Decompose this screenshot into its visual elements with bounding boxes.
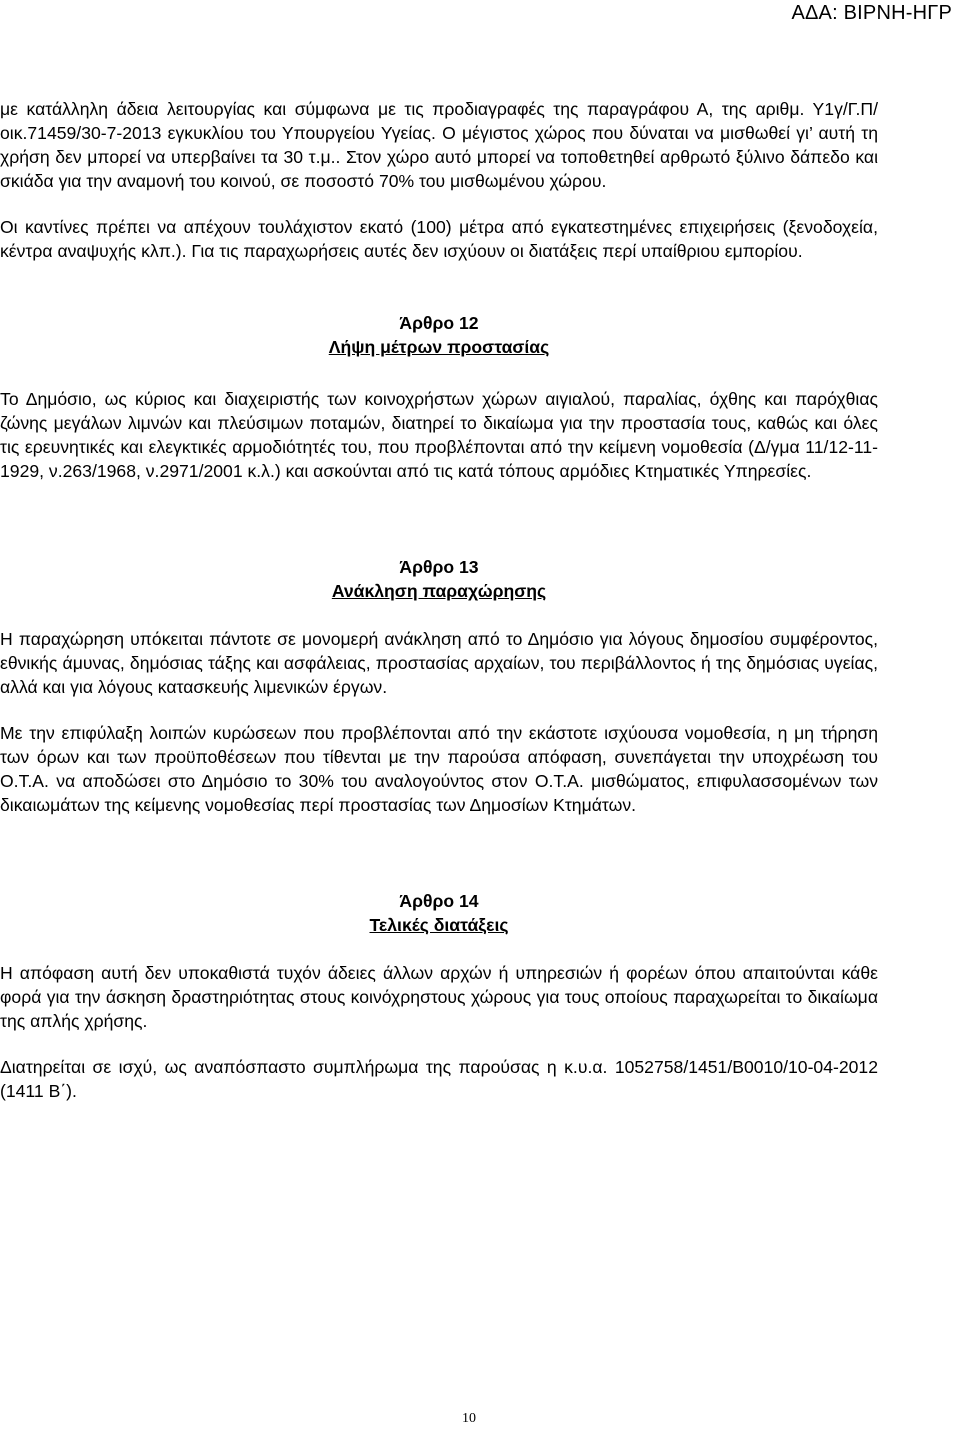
paragraph: Η παραχώρηση υπόκειται πάντοτε σε μονομερή ανάκληση από το Δημόσιο για λόγους δημοσίου συμφέροντος, εθνικής άμυνας, δημόσιας τάξης και ασφάλειας, προστασίας αρχαίων, του περιβάλλοντος ή της δημόσιας υγείας, αλλά και για λόγους κατασκευής λιμενικών έργων. xyxy=(0,629,878,697)
ada-code: ΑΔΑ: ΒΙΡΝΗ-ΗΓΡ xyxy=(791,2,952,24)
page-number: 10 xyxy=(462,1411,476,1426)
article-number: Άρθρο 14 xyxy=(399,891,479,911)
paragraph: Οι καντίνες πρέπει να απέχουν τουλάχιστον εκατό (100) μέτρα από εγκατεστημένες επιχειρήσεις (ξενοδοχεία, κέντρα αναψυχής κλπ.). Για τις παραχωρήσεις αυτές δεν ισχύουν οι διατάξεις περί υπαίθριου εμπορίου. xyxy=(0,217,878,261)
paragraph: με κατάλληλη άδεια λειτουργίας και σύμφωνα με τις προδιαγραφές της παραγράφου Α, της αριθμ. Υ1γ/Γ.Π/οικ.71459/30-7-2013 εγκυκλίου του Υπουργείου Υγείας. Ο μέγιστος χώρος που δύναται να μισθωθεί γι’ αυτή τη χρήση δεν μπορεί να υπερβαίνει τα 30 τ.μ.. Στον χώρο αυτό μπορεί να τοποθετηθεί αρθρωτό ξύλινο δάπεδο και σκιάδα για την αναμονή του κοινού, σε ποσοστό 70% του μισθωμένου χώρου. xyxy=(0,99,878,191)
document-body xyxy=(0,97,878,1103)
article-number: Άρθρο 13 xyxy=(399,557,479,577)
article-12-heading xyxy=(0,311,878,359)
article-13-heading xyxy=(0,555,878,603)
article-title: Τελικές διατάξεις xyxy=(369,915,509,935)
article-number: Άρθρο 12 xyxy=(399,313,479,333)
article-14-heading xyxy=(0,889,878,937)
article-title: Λήψη μέτρων προστασίας xyxy=(328,337,550,357)
paragraph: Με την επιφύλαξη λοιπών κυρώσεων που προβλέπονται από την εκάστοτε ισχύουσα νομοθεσία, η μη τήρηση των όρων και των προϋποθέσεων που τίθενται με την παρούσα απόφαση, συνεπάγεται την υποχρέωση του Ο.Τ.Α. να αποδώσει στο Δημόσιο το 30% του αναλογούντος στον Ο.Τ.Α. μισθώματος, επιφυλασσομένων των δικαιωμάτων της κείμενης νομοθεσίας περί προστασίας των Δημοσίων Κτημάτων. xyxy=(0,723,878,815)
paragraph: Το Δημόσιο, ως κύριος και διαχειριστής των κοινοχρήστων χώρων αιγιαλού, παραλίας, όχθης και παρόχθιας ζώνης μεγάλων λιμνών και πλεύσιμων ποταμών, διατηρεί το δικαίωμα για την προστασία τους, καθώς και όλες τις ερευνητικές και ελεγκτικές αρμοδιότητές του, που προβλέπονται από την κείμενη νομοθεσία (Δ/γμα 11/12-11-1929, ν.263/1968, ν.2971/2001 κ.λ.) και ασκούνται από τις κατά τόπους αρμόδιες Κτηματικές Υπηρεσίες. xyxy=(0,389,878,481)
paragraph: Η απόφαση αυτή δεν υποκαθιστά τυχόν άδειες άλλων αρχών ή υπηρεσιών ή φορέων όπου απαιτούνται κάθε φορά για την άσκηση δραστηριότητας στους κοινόχρηστους χώρους για τους οποίους παραχωρείται το δικαίωμα της απλής χρήσης. xyxy=(0,963,878,1031)
paragraph: Διατηρείται σε ισχύ, ως αναπόσπαστο συμπλήρωμα της παρούσας η κ.υ.α. 1052758/1451/Β0010/10-04-2012 (1411 Β΄). xyxy=(0,1057,878,1101)
article-title: Ανάκληση παραχώρησης xyxy=(331,581,547,601)
